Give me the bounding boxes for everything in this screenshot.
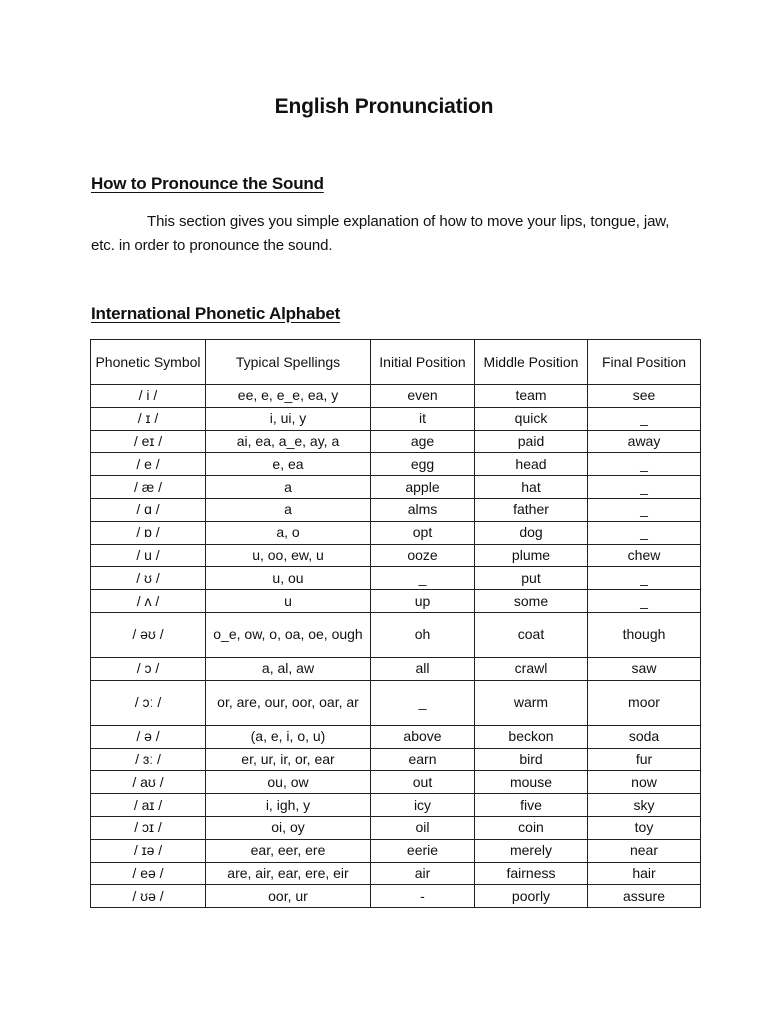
table-row [91,885,701,908]
cell-initial: it [371,407,475,430]
table-row [91,794,701,817]
cell-initial: _ [371,567,475,590]
cell-middle: dog [475,521,588,544]
cell-spellings: ai, ea, a_e, ay, a [206,430,371,453]
cell-initial: age [371,430,475,453]
header-phonetic-symbol: Phonetic Symbol [91,340,206,385]
cell-middle: coin [475,816,588,839]
cell-initial: above [371,725,475,748]
cell-initial: earn [371,748,475,771]
cell-initial: _ [371,680,475,725]
cell-initial: oh [371,612,475,657]
cell-symbol: / ə / [91,725,206,748]
header-initial-position: Initial Position [371,340,475,385]
cell-spellings: oor, ur [206,885,371,908]
table-row [91,771,701,794]
cell-symbol: / əʊ / [91,612,206,657]
cell-middle: merely [475,839,588,862]
cell-final: see [588,385,701,408]
cell-middle: five [475,794,588,817]
cell-spellings: are, air, ear, ere, eir [206,862,371,885]
cell-middle: beckon [475,725,588,748]
cell-final: soda [588,725,701,748]
cell-symbol: / ɪə / [91,839,206,862]
table-row [91,725,701,748]
section-heading-ipa: International Phonetic Alphabet [91,304,341,323]
cell-symbol: / ɑ / [91,498,206,521]
cell-initial: - [371,885,475,908]
table-row [91,567,701,590]
cell-symbol: / ɪ / [91,407,206,430]
cell-initial: even [371,385,475,408]
cell-initial: icy [371,794,475,817]
cell-middle: hat [475,476,588,499]
cell-spellings: (a, e, i, o, u) [206,725,371,748]
table-row [91,476,701,499]
cell-middle: paid [475,430,588,453]
cell-spellings: a [206,498,371,521]
cell-spellings: er, ur, ir, or, ear [206,748,371,771]
cell-middle: mouse [475,771,588,794]
cell-spellings: a, al, aw [206,657,371,680]
cell-middle: team [475,385,588,408]
cell-middle: bird [475,748,588,771]
table-row [91,498,701,521]
cell-symbol: / i / [91,385,206,408]
cell-symbol: / ɜː / [91,748,206,771]
cell-final: now [588,771,701,794]
cell-final: _ [588,476,701,499]
cell-symbol: / ʊ / [91,567,206,590]
cell-middle: father [475,498,588,521]
cell-symbol: / æ / [91,476,206,499]
header-final-position: Final Position [588,340,701,385]
table-row [91,430,701,453]
cell-final: assure [588,885,701,908]
cell-initial: egg [371,453,475,476]
table-row [91,816,701,839]
cell-spellings: u, ou [206,567,371,590]
cell-middle: plume [475,544,588,567]
cell-middle: some [475,590,588,613]
cell-spellings: ou, ow [206,771,371,794]
cell-spellings: a, o [206,521,371,544]
cell-spellings: a [206,476,371,499]
table-row [91,612,701,657]
cell-final: toy [588,816,701,839]
cell-spellings: o_e, ow, o, oa, oe, ough [206,612,371,657]
cell-initial: all [371,657,475,680]
cell-initial: ooze [371,544,475,567]
cell-final: saw [588,657,701,680]
cell-final: _ [588,567,701,590]
page-title: English Pronunciation [274,95,494,118]
cell-middle: poorly [475,885,588,908]
table-row [91,839,701,862]
cell-initial: out [371,771,475,794]
cell-symbol: / e / [91,453,206,476]
section-intro-paragraph: This section gives you simple explanation of how to move your lips, tongue, jaw, etc. in order to pronounce the sound. [91,213,670,254]
cell-spellings: u [206,590,371,613]
cell-symbol: / aɪ / [91,794,206,817]
cell-final: near [588,839,701,862]
cell-spellings: i, igh, y [206,794,371,817]
cell-spellings: e, ea [206,453,371,476]
cell-final: away [588,430,701,453]
cell-final: sky [588,794,701,817]
table-row [91,862,701,885]
cell-final: _ [588,521,701,544]
cell-symbol: / eɪ / [91,430,206,453]
cell-spellings: ear, eer, ere [206,839,371,862]
table-row [91,680,701,725]
header-typical-spellings: Typical Spellings [206,340,371,385]
cell-middle: warm [475,680,588,725]
cell-final: hair [588,862,701,885]
cell-initial: opt [371,521,475,544]
header-middle-position: Middle Position [475,340,588,385]
cell-final: chew [588,544,701,567]
cell-symbol: / ʌ / [91,590,206,613]
table-header-row [91,340,701,385]
cell-middle: coat [475,612,588,657]
cell-symbol: / u / [91,544,206,567]
cell-middle: quick [475,407,588,430]
table-row [91,544,701,567]
cell-spellings: or, are, our, oor, oar, ar [206,680,371,725]
table-row [91,385,701,408]
table-row [91,657,701,680]
table-row [91,521,701,544]
cell-spellings: u, oo, ew, u [206,544,371,567]
cell-final: fur [588,748,701,771]
cell-spellings: ee, e, e_e, ea, y [206,385,371,408]
cell-final: _ [588,590,701,613]
cell-symbol: / ʊə / [91,885,206,908]
section-heading-how-to-pronounce: How to Pronounce the Sound [91,174,324,193]
cell-symbol: / ɔː / [91,680,206,725]
cell-middle: crawl [475,657,588,680]
cell-middle: fairness [475,862,588,885]
table-row [91,407,701,430]
cell-final: _ [588,453,701,476]
cell-symbol: / ɒ / [91,521,206,544]
ipa-table [90,339,701,908]
cell-initial: air [371,862,475,885]
cell-spellings: oi, oy [206,816,371,839]
cell-initial: up [371,590,475,613]
table-row [91,590,701,613]
cell-initial: eerie [371,839,475,862]
cell-symbol: / ɔ / [91,657,206,680]
cell-initial: alms [371,498,475,521]
cell-symbol: / aʊ / [91,771,206,794]
cell-symbol: / ɔɪ / [91,816,206,839]
cell-middle: put [475,567,588,590]
table-row [91,748,701,771]
cell-symbol: / eə / [91,862,206,885]
cell-final: _ [588,407,701,430]
cell-final: though [588,612,701,657]
table-row [91,453,701,476]
cell-final: _ [588,498,701,521]
cell-final: moor [588,680,701,725]
cell-initial: apple [371,476,475,499]
cell-initial: oil [371,816,475,839]
cell-middle: head [475,453,588,476]
cell-spellings: i, ui, y [206,407,371,430]
